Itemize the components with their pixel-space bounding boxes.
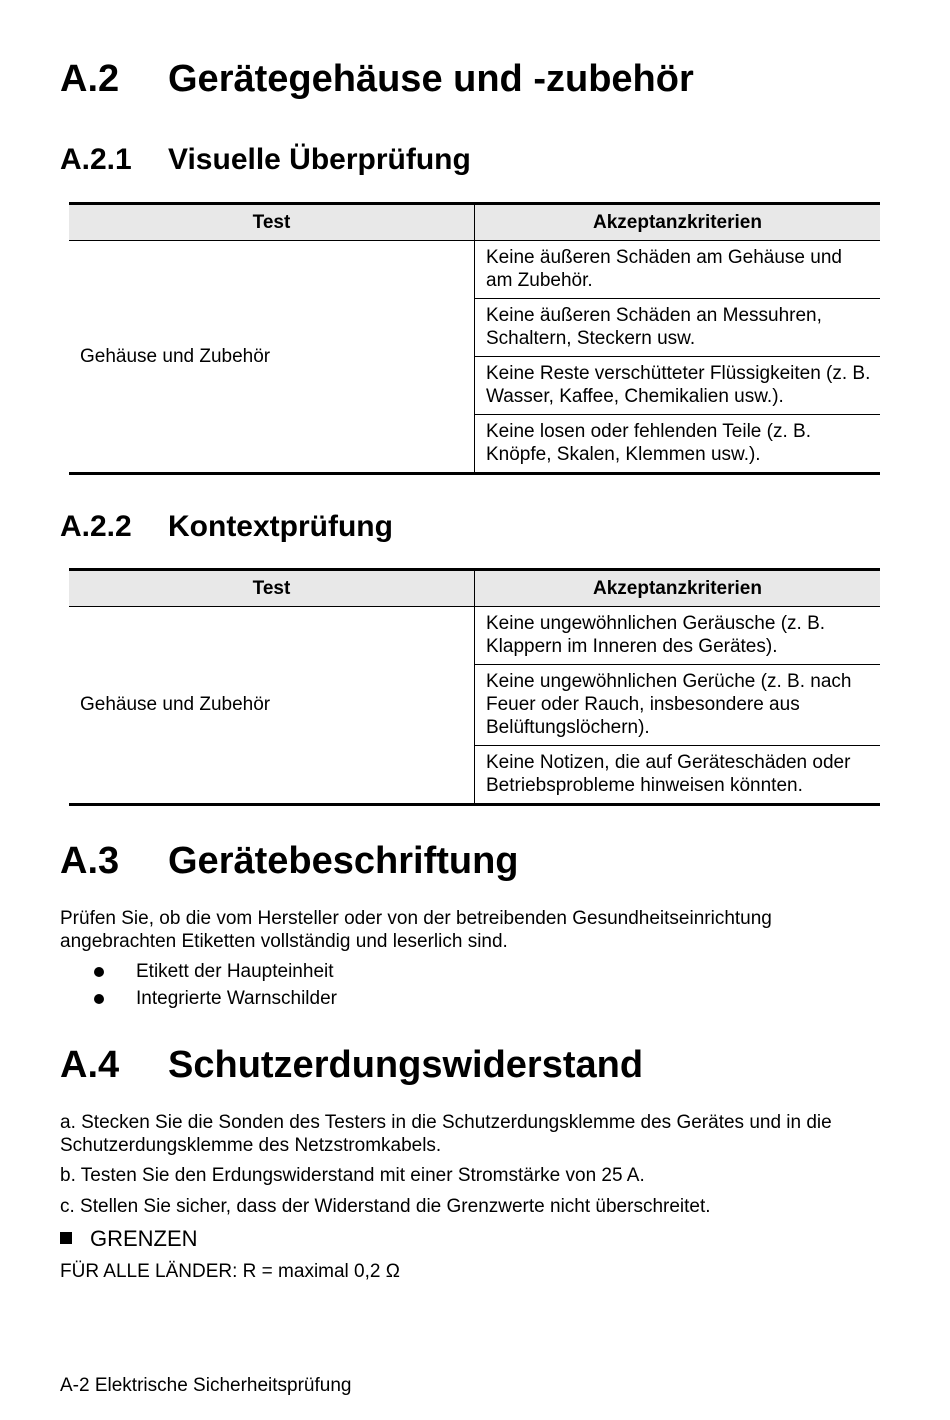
- step-c: c. Stellen Sie sicher, dass der Widerstand die Grenzwerte nicht überschreitet.: [60, 1196, 711, 1217]
- visual-inspection-table: [69, 202, 880, 475]
- list-item: Integrierte Warnschilder: [136, 988, 337, 1009]
- table-header-row: [69, 570, 880, 607]
- table-row: [69, 241, 880, 299]
- section-a4-number: A.4: [60, 1044, 120, 1086]
- context-check-table: [69, 568, 880, 806]
- col-header-criteria: Akzeptanzkriterien: [475, 570, 881, 607]
- table-row: [69, 607, 880, 665]
- section-a21-number: A.2.1: [60, 143, 132, 176]
- section-a4-title: Schutzerdungswiderstand: [168, 1044, 644, 1086]
- criteria-cell: Keine losen oder fehlenden Teile (z. B. Knöpfe, Skalen, Klemmen usw.).: [475, 415, 881, 474]
- section-a2-heading: [60, 57, 694, 101]
- criteria-cell: Keine äußeren Schäden an Messuhren, Schaltern, Steckern usw.: [475, 299, 881, 357]
- section-a3-heading: [60, 839, 519, 883]
- col-header-criteria: Akzeptanzkriterien: [475, 204, 881, 241]
- criteria-cell: Keine Notizen, die auf Geräteschäden oder Betriebsprobleme hinweisen könnten.: [475, 746, 881, 805]
- col-header-test: Test: [69, 204, 475, 241]
- bullet-icon: [94, 994, 104, 1004]
- list-item: Etikett der Haupteinheit: [136, 961, 334, 982]
- step-b: b. Testen Sie den Erdungswiderstand mit einer Stromstärke von 25 A.: [60, 1165, 645, 1186]
- step-a: a. Stecken Sie die Sonden des Testers in die Schutzerdungsklemme des Gerätes und in die Schutzerdungsklemme des Netzstromkabels.: [60, 1112, 832, 1156]
- section-a22-heading: [60, 509, 393, 545]
- page-footer: A-2 Elektrische Sicherheitsprüfung: [60, 1375, 352, 1396]
- criteria-cell: Keine Reste verschütteter Flüssigkeiten (z. B. Wasser, Kaffee, Chemikalien usw.).: [475, 357, 881, 415]
- limits-heading: [60, 1226, 198, 1252]
- limits-text: FÜR ALLE LÄNDER: R = maximal 0,2 Ω: [60, 1261, 400, 1282]
- table-header-row: [69, 204, 880, 241]
- criteria-cell: Keine äußeren Schäden am Gehäuse und am Zubehör.: [475, 241, 881, 299]
- criteria-cell: Keine ungewöhnlichen Gerüche (z. B. nach Feuer oder Rauch, insbesondere aus Belüftungslöchern).: [475, 665, 881, 746]
- bullet-icon: [94, 967, 104, 977]
- test-item-cell: Gehäuse und Zubehör: [69, 241, 475, 474]
- col-header-test: Test: [69, 570, 475, 607]
- criteria-cell: Keine ungewöhnlichen Geräusche (z. B. Klappern im Inneren des Gerätes).: [475, 607, 881, 665]
- section-a3-intro: Prüfen Sie, ob die vom Hersteller oder von der betreibenden Gesundheitseinrichtung angebrachten Etiketten vollständig und leserlich sind.: [60, 908, 772, 952]
- section-a21-heading: [60, 142, 471, 178]
- square-bullet-icon: [60, 1232, 72, 1244]
- limits-heading-label: GRENZEN: [90, 1226, 198, 1251]
- section-a22-number: A.2.2: [60, 510, 132, 543]
- test-item-cell: Gehäuse und Zubehör: [69, 607, 475, 805]
- section-a3-number: A.3: [60, 840, 120, 882]
- section-a2-title: Gerätegehäuse und -zubehör: [168, 58, 694, 100]
- section-a4-heading: [60, 1043, 643, 1087]
- section-a3-title: Gerätebeschriftung: [168, 840, 519, 882]
- section-a21-title: Visuelle Überprüfung: [168, 143, 471, 176]
- section-a22-title: Kontextprüfung: [168, 510, 393, 543]
- section-a2-number: A.2: [60, 58, 120, 100]
